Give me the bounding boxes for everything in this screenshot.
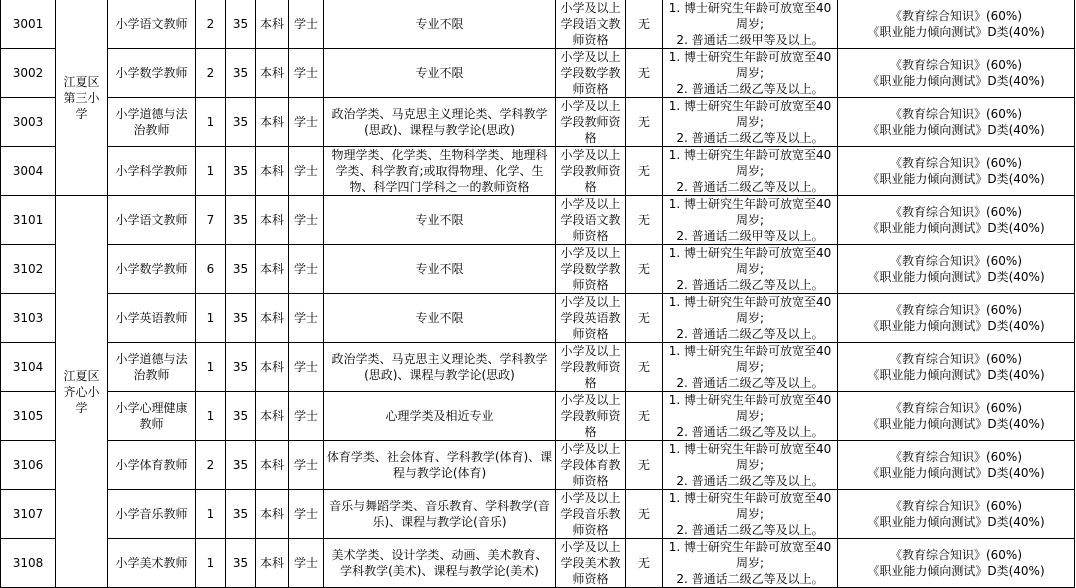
position-name: 小学心理健康教师: [108, 392, 196, 441]
exam-subject-line: 《教育综合知识》(60%): [889, 107, 1023, 121]
major-requirement: 专业不限: [324, 196, 556, 245]
hiring-count: 2: [196, 0, 226, 49]
age-limit: 35: [226, 441, 256, 490]
major-requirement: 政治学类、马克思主义理论类、学科教学(思政)、课程与教学论(思政): [324, 98, 556, 147]
other-condition: 无: [626, 539, 663, 588]
major-requirement: 音乐与舞蹈学类、音乐教育、学科教学(音乐)、课程与教学论(音乐): [324, 490, 556, 539]
education-level: 本科: [256, 49, 289, 98]
hiring-count: 1: [196, 98, 226, 147]
position-name: 小学道德与法治教师: [108, 98, 196, 147]
teacher-qualification: 小学及以上学段数学教师资格: [556, 245, 626, 294]
exam-subjects: [838, 245, 1075, 294]
degree-requirement: 学士: [289, 245, 324, 294]
position-code: 3003: [1, 98, 56, 147]
age-limit: 35: [226, 539, 256, 588]
exam-subjects: [838, 147, 1075, 196]
requirement-line: 1. 博士研究生年龄可放宽至40周岁;: [668, 148, 832, 178]
education-level: 本科: [256, 441, 289, 490]
position-name: 小学道德与法治教师: [108, 343, 196, 392]
requirement-line: 2. 普通话二级乙等及以上。: [676, 572, 824, 586]
age-limit: 35: [226, 0, 256, 49]
position-code: 3102: [1, 245, 56, 294]
position-name: 小学美术教师: [108, 539, 196, 588]
education-level: 本科: [256, 343, 289, 392]
other-condition: 无: [626, 392, 663, 441]
age-limit: 35: [226, 392, 256, 441]
exam-subjects: [838, 196, 1075, 245]
requirement-line: 2. 普通话二级乙等及以上。: [676, 180, 824, 194]
hiring-count: 2: [196, 441, 226, 490]
position-name: 小学数学教师: [108, 49, 196, 98]
other-requirements: [663, 0, 838, 49]
other-condition: 无: [626, 294, 663, 343]
position-name: 小学英语教师: [108, 294, 196, 343]
other-requirements: [663, 245, 838, 294]
exam-subject-line: 《教育综合知识》(60%): [889, 303, 1023, 317]
requirement-line: 1. 博士研究生年龄可放宽至40周岁;: [668, 344, 832, 374]
education-level: 本科: [256, 392, 289, 441]
position-name: 小学语文教师: [108, 196, 196, 245]
requirement-line: 1. 博士研究生年龄可放宽至40周岁;: [668, 491, 832, 521]
school-name: 江夏区齐心小学: [56, 196, 108, 588]
exam-subjects: [838, 539, 1075, 588]
exam-subjects: [838, 441, 1075, 490]
exam-subjects: [838, 392, 1075, 441]
exam-subject-line: 《职业能力倾向测试》D类(40%): [867, 564, 1045, 578]
other-condition: 无: [626, 343, 663, 392]
position-code: 3108: [1, 539, 56, 588]
other-condition: 无: [626, 98, 663, 147]
table-row: [1, 49, 1075, 98]
requirement-line: 2. 普通话二级乙等及以上。: [676, 82, 824, 96]
degree-requirement: 学士: [289, 49, 324, 98]
requirement-line: 2. 普通话二级甲等及以上。: [676, 33, 824, 47]
requirement-line: 1. 博士研究生年龄可放宽至40周岁;: [668, 442, 832, 472]
teacher-qualification: 小学及以上学段数学教师资格: [556, 49, 626, 98]
hiring-count: 6: [196, 245, 226, 294]
other-requirements: [663, 490, 838, 539]
exam-subject-line: 《教育综合知识》(60%): [889, 9, 1023, 23]
major-requirement: 专业不限: [324, 245, 556, 294]
exam-subjects: [838, 490, 1075, 539]
exam-subject-line: 《职业能力倾向测试》D类(40%): [867, 172, 1045, 186]
hiring-count: 2: [196, 49, 226, 98]
exam-subject-line: 《教育综合知识》(60%): [889, 156, 1023, 170]
other-requirements: [663, 196, 838, 245]
position-code: 3105: [1, 392, 56, 441]
position-name: 小学科学教师: [108, 147, 196, 196]
requirement-line: 1. 博士研究生年龄可放宽至40周岁;: [668, 540, 832, 570]
other-condition: 无: [626, 441, 663, 490]
other-condition: 无: [626, 196, 663, 245]
exam-subject-line: 《职业能力倾向测试》D类(40%): [867, 368, 1045, 382]
exam-subjects: [838, 0, 1075, 49]
exam-subjects: [838, 294, 1075, 343]
hiring-count: 1: [196, 490, 226, 539]
hiring-count: 1: [196, 392, 226, 441]
requirement-line: 1. 博士研究生年龄可放宽至40周岁;: [668, 197, 832, 227]
table-row: [1, 0, 1075, 49]
requirement-line: 2. 普通话二级甲等及以上。: [676, 229, 824, 243]
exam-subject-line: 《教育综合知识》(60%): [889, 352, 1023, 366]
position-name: 小学体育教师: [108, 441, 196, 490]
table-row: [1, 343, 1075, 392]
teacher-qualification: 小学及以上学段教师资格: [556, 98, 626, 147]
exam-subjects: [838, 343, 1075, 392]
teacher-qualification: 小学及以上学段语文教师资格: [556, 196, 626, 245]
major-requirement: 体育学类、社会体育、学科教学(体育)、课程与教学论(体育): [324, 441, 556, 490]
teacher-qualification: 小学及以上学段体育教师资格: [556, 441, 626, 490]
teacher-qualification: 小学及以上学段教师资格: [556, 392, 626, 441]
education-level: 本科: [256, 147, 289, 196]
position-code: 3101: [1, 196, 56, 245]
exam-subject-line: 《职业能力倾向测试》D类(40%): [867, 221, 1045, 235]
education-level: 本科: [256, 98, 289, 147]
age-limit: 35: [226, 294, 256, 343]
major-requirement: 专业不限: [324, 49, 556, 98]
requirement-line: 1. 博士研究生年龄可放宽至40周岁;: [668, 295, 832, 325]
other-requirements: [663, 441, 838, 490]
major-requirement: 物理学类、化学类、生物科学类、地理科学类、科学教育;或取得物理、化学、生物、科学四门学科之一的教师资格: [324, 147, 556, 196]
table-row: [1, 392, 1075, 441]
other-requirements: [663, 294, 838, 343]
requirement-line: 2. 普通话二级乙等及以上。: [676, 523, 824, 537]
teacher-qualification: 小学及以上学段语文教师资格: [556, 0, 626, 49]
exam-subject-line: 《职业能力倾向测试》D类(40%): [867, 319, 1045, 333]
table-row: [1, 245, 1075, 294]
education-level: 本科: [256, 0, 289, 49]
position-code: 3103: [1, 294, 56, 343]
hiring-count: 7: [196, 196, 226, 245]
exam-subject-line: 《职业能力倾向测试》D类(40%): [867, 25, 1045, 39]
degree-requirement: 学士: [289, 392, 324, 441]
exam-subject-line: 《职业能力倾向测试》D类(40%): [867, 417, 1045, 431]
other-requirements: [663, 98, 838, 147]
teacher-qualification: 小学及以上学段英语教师资格: [556, 294, 626, 343]
school-name: 江夏区第三小学: [56, 0, 108, 196]
position-code: 3002: [1, 49, 56, 98]
other-condition: 无: [626, 0, 663, 49]
table-row: [1, 196, 1075, 245]
table-row: [1, 441, 1075, 490]
exam-subject-line: 《教育综合知识》(60%): [889, 205, 1023, 219]
exam-subject-line: 《职业能力倾向测试》D类(40%): [867, 123, 1045, 137]
age-limit: 35: [226, 343, 256, 392]
exam-subject-line: 《职业能力倾向测试》D类(40%): [867, 74, 1045, 88]
position-name: 小学数学教师: [108, 245, 196, 294]
requirement-line: 1. 博士研究生年龄可放宽至40周岁;: [668, 50, 832, 80]
education-level: 本科: [256, 294, 289, 343]
exam-subject-line: 《教育综合知识》(60%): [889, 548, 1023, 562]
table-row: [1, 539, 1075, 588]
exam-subjects: [838, 49, 1075, 98]
teacher-qualification: 小学及以上学段音乐教师资格: [556, 490, 626, 539]
position-code: 3106: [1, 441, 56, 490]
position-code: 3104: [1, 343, 56, 392]
degree-requirement: 学士: [289, 98, 324, 147]
position-code: 3004: [1, 147, 56, 196]
requirement-line: 2. 普通话二级乙等及以上。: [676, 425, 824, 439]
major-requirement: 心理学类及相近专业: [324, 392, 556, 441]
education-level: 本科: [256, 539, 289, 588]
requirement-line: 2. 普通话二级乙等及以上。: [676, 278, 824, 292]
degree-requirement: 学士: [289, 490, 324, 539]
exam-subject-line: 《教育综合知识》(60%): [889, 401, 1023, 415]
degree-requirement: 学士: [289, 0, 324, 49]
position-name: 小学语文教师: [108, 0, 196, 49]
requirement-line: 2. 普通话二级乙等及以上。: [676, 131, 824, 145]
major-requirement: 专业不限: [324, 0, 556, 49]
education-level: 本科: [256, 245, 289, 294]
age-limit: 35: [226, 490, 256, 539]
education-level: 本科: [256, 196, 289, 245]
degree-requirement: 学士: [289, 294, 324, 343]
exam-subject-line: 《职业能力倾向测试》D类(40%): [867, 515, 1045, 529]
major-requirement: 专业不限: [324, 294, 556, 343]
age-limit: 35: [226, 245, 256, 294]
requirement-line: 2. 普通话二级乙等及以上。: [676, 376, 824, 390]
degree-requirement: 学士: [289, 343, 324, 392]
position-code: 3107: [1, 490, 56, 539]
education-level: 本科: [256, 490, 289, 539]
other-condition: 无: [626, 245, 663, 294]
exam-subject-line: 《教育综合知识》(60%): [889, 254, 1023, 268]
degree-requirement: 学士: [289, 441, 324, 490]
exam-subject-line: 《教育综合知识》(60%): [889, 58, 1023, 72]
other-requirements: [663, 539, 838, 588]
other-requirements: [663, 392, 838, 441]
requirement-line: 1. 博士研究生年龄可放宽至40周岁;: [668, 246, 832, 276]
exam-subject-line: 《职业能力倾向测试》D类(40%): [867, 466, 1045, 480]
table-row: [1, 98, 1075, 147]
other-requirements: [663, 147, 838, 196]
exam-subject-line: 《教育综合知识》(60%): [889, 450, 1023, 464]
age-limit: 35: [226, 147, 256, 196]
requirement-line: 1. 博士研究生年龄可放宽至40周岁;: [668, 393, 832, 423]
table-row: [1, 147, 1075, 196]
age-limit: 35: [226, 196, 256, 245]
table-row: [1, 294, 1075, 343]
requirement-line: 2. 普通话二级乙等及以上。: [676, 474, 824, 488]
table-row: [1, 490, 1075, 539]
degree-requirement: 学士: [289, 196, 324, 245]
exam-subject-line: 《教育综合知识》(60%): [889, 499, 1023, 513]
requirement-line: 1. 博士研究生年龄可放宽至40周岁;: [668, 99, 832, 129]
degree-requirement: 学士: [289, 539, 324, 588]
teacher-qualification: 小学及以上学段教师资格: [556, 147, 626, 196]
hiring-count: 1: [196, 294, 226, 343]
other-requirements: [663, 49, 838, 98]
requirement-line: 1. 博士研究生年龄可放宽至40周岁;: [668, 1, 832, 31]
age-limit: 35: [226, 49, 256, 98]
teacher-qualification: 小学及以上学段美术教师资格: [556, 539, 626, 588]
major-requirement: 美术学类、设计学类、动画、美术教育、学科教学(美术)、课程与教学论(美术): [324, 539, 556, 588]
major-requirement: 政治学类、马克思主义理论类、学科教学(思政)、课程与教学论(思政): [324, 343, 556, 392]
requirement-line: 2. 普通话二级乙等及以上。: [676, 327, 824, 341]
position-name: 小学音乐教师: [108, 490, 196, 539]
other-condition: 无: [626, 490, 663, 539]
exam-subjects: [838, 98, 1075, 147]
position-code: 3001: [1, 0, 56, 49]
other-condition: 无: [626, 49, 663, 98]
hiring-count: 1: [196, 343, 226, 392]
hiring-count: 1: [196, 147, 226, 196]
age-limit: 35: [226, 98, 256, 147]
other-requirements: [663, 343, 838, 392]
degree-requirement: 学士: [289, 147, 324, 196]
exam-subject-line: 《职业能力倾向测试》D类(40%): [867, 270, 1045, 284]
teacher-qualification: 小学及以上学段教师资格: [556, 343, 626, 392]
hiring-count: 1: [196, 539, 226, 588]
other-condition: 无: [626, 147, 663, 196]
